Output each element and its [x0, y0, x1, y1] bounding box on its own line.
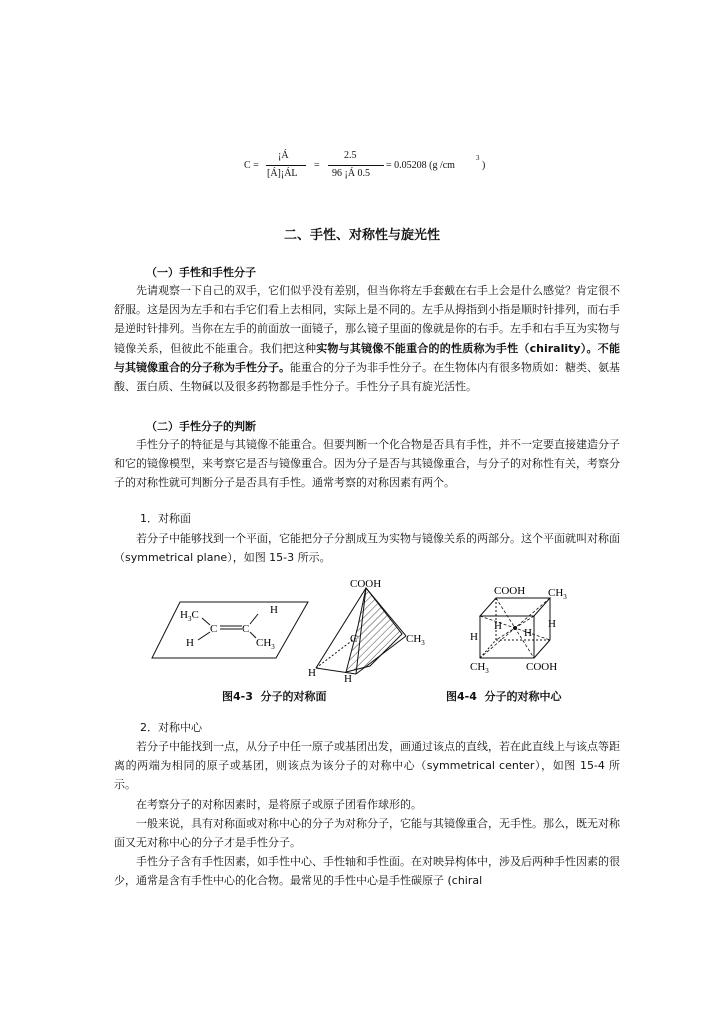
paragraph-chirality-text-b: 能重合的分子为非手性分子。在生物体内有很多物质如：糖类、氨基酸、蛋白质、生物碱以及很多药物都是手性分子。手性分子具有旋光活性。 [114, 360, 620, 394]
cube-hidden-diagonal [480, 640, 496, 658]
bond-h-top [250, 614, 258, 624]
bond-h-left [198, 632, 210, 640]
figure-symmetry-plane-tetrahedron [306, 576, 436, 685]
label-h-b: H [548, 618, 556, 630]
label-h1: H [308, 667, 316, 679]
label-ch3-top: $CH_3$ [548, 587, 567, 601]
hatched-plane [346, 588, 402, 672]
caption-figure-1-text: 分子的对称面 [260, 690, 327, 703]
figure-symmetry-center [468, 580, 578, 676]
subheading-judgement: （二）手性分子的判断 [146, 420, 256, 433]
label-ch3: $CH_3$ [256, 637, 275, 651]
caption-figure-2 [446, 688, 562, 704]
section-title: 二、手性、对称性与旋光性 [283, 228, 440, 243]
label-ch3-bottom: $CH_3$ [470, 661, 489, 675]
subheading-chirality: （一）手性和手性分子 [146, 266, 256, 279]
label-h3c: $H_3C$ [180, 609, 199, 623]
concentration-formula [244, 148, 504, 188]
item-symmetry-center: 2．对称中心 [140, 721, 202, 734]
label-h2: H [344, 673, 352, 685]
paragraph-symmetry-center: 若分子中能找到一点，从分子中任一原子或基团出发，画通过该点的直线，若在此直线上与该点等距离的两端为相同的原子或基团，则该点为该分子的对称中心（symmetrical center），如图 15-4 所示。 [114, 740, 620, 792]
formula-close: ) [482, 160, 486, 171]
formula-equals: = [314, 160, 320, 171]
formula-numerator-2: 2.5 [344, 150, 357, 161]
label-h-c: H [470, 631, 478, 643]
formula-denominator-2: 96 ¡Á 0.5 [332, 168, 371, 179]
formula-numerator-1: ¡Á [278, 150, 289, 161]
label-cooh: COOH [350, 578, 382, 590]
label-c1: C [210, 623, 218, 635]
formula-exponent: 3 [476, 154, 480, 162]
caption-figure-2-num: 图4-4 [446, 690, 477, 703]
plane-parallelogram [152, 602, 308, 658]
label-cooh-bottom: COOH [526, 661, 558, 673]
figure-symmetry-plane-ethylene [150, 598, 310, 662]
formula-result: = 0.05208 (g /cm [386, 160, 455, 171]
paragraph-chirality [114, 281, 620, 396]
formula-denominator-1: [Á]¡ÁL [267, 168, 298, 179]
paragraph-spherical: 在考察分子的对称因素时，是将原子或原子团看作球形的。 [136, 798, 422, 811]
paragraph-symmetric-molecules: 一般来说，具有对称面或对称中心的分子为对称分子，它能与其镜像重合，无手性。那么，既无对称面又无对称中心的分子才是手性分子。 [114, 817, 620, 850]
bond-h3c [202, 618, 210, 625]
paragraph-chiral-factors: 手性分子含有手性因素，如手性中心、手性轴和手性面。在对映异构体中，涉及后两种手性因素的很少，通常是含有手性中心的化合物。最常见的手性中心是手性碳原子 (chiral [114, 855, 620, 888]
caption-figure-2-text: 分子的对称中心 [484, 690, 562, 703]
label-h-left: H [186, 637, 194, 649]
label-h-a: H [494, 620, 502, 632]
cube-right-bottom-edge [534, 640, 550, 658]
label-c: C [350, 633, 358, 645]
paragraph-chirality-text-a: 先请观察一下自己的双手，它们似乎没有差别，但当你将左手套戴在右手上会是什么感觉？肯定很不舒服。这是因为左手和右手它们看上去相同，实际上是不同的。左手从拇指到小指是顺时针排列，而右手是逆时针排列。当你在左手的前面放一面镜子，那么镜子里面的像就是你的右手。左手和右手互为实物与镜像关系，但彼此不能重合。我们把这种 [114, 284, 620, 355]
item-symmetry-plane: 1．对称面 [140, 512, 191, 525]
fraction-line-2 [328, 165, 384, 166]
label-h-d: H [524, 627, 532, 639]
cube-top-face [480, 598, 550, 616]
symmetry-center-point [513, 626, 517, 630]
paragraph-chirality-bold: 实物与其镜像不能重合的的性质称为手性（chirality）。不能与其镜像重合的分子称为手性分子。 [114, 341, 620, 374]
label-cooh-top: COOH [494, 585, 526, 597]
formula-lhs: C = [244, 160, 259, 171]
label-ch3: $CH_3$ [406, 633, 425, 647]
label-c2: C [242, 623, 250, 635]
caption-figure-1 [222, 688, 327, 704]
paragraph-judgement: 手性分子的特征是与其镜像不能重合。但要判断一个化合物是否具有手性，并不一定要直接建造分子和它的镜像模型，来考察它是否与镜像重合。因为分子是否与其镜像重合，与分子的对称性有关，考察分子的对称性就可判断分子是否具有手性。通常考察的对称因素有两个。 [114, 438, 620, 490]
paragraph-symmetry-plane: 若分子中能够找到一个平面，它能把分子分割成互为实物与镜像关系的两部分。这个平面就叫对称面（symmetrical plane），如图 15-3 所示。 [114, 532, 620, 565]
caption-figure-1-num: 图4-3 [222, 690, 253, 703]
fraction-line-1 [266, 165, 306, 166]
label-h-top: H [270, 604, 278, 616]
